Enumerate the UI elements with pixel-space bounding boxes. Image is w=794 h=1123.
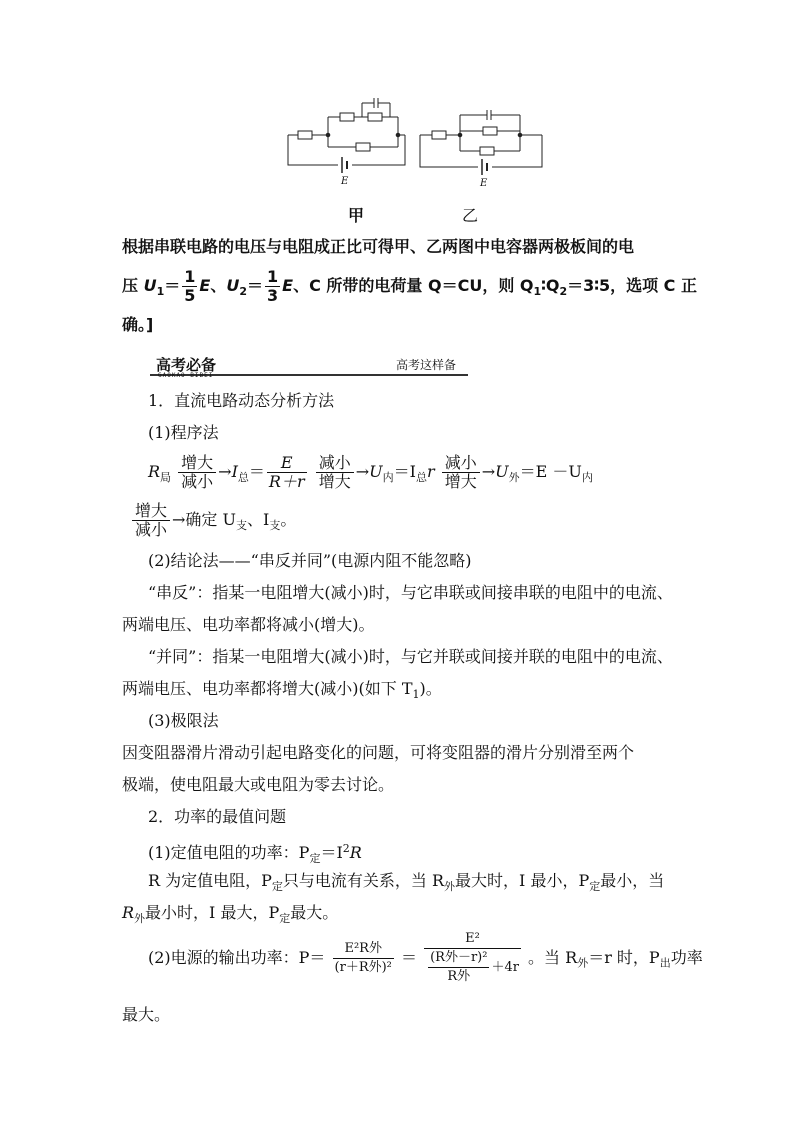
text-segment: 最小时，I 最大，P (145, 903, 280, 922)
fraction (424, 930, 521, 986)
text-segment: 外 (508, 471, 520, 484)
text-segment: 1 (533, 285, 542, 298)
text-segment: U (369, 462, 383, 481)
text-segment: 2 (559, 285, 568, 298)
heading-1: 1．直流电路动态分析方法 (148, 391, 335, 410)
text-segment: (2)电源的输出功率：P＝ (148, 948, 326, 967)
text-segment: 两端电压、电功率都将增大(减小)(如下 T (122, 679, 413, 698)
arrow-bottom: 增大 (444, 472, 477, 491)
series-para-2: 两端电压、电功率都将减小(增大)。 (122, 615, 375, 634)
arrow-bottom: 增大 (318, 472, 351, 491)
fraction-den: (r＋R外)² (334, 959, 392, 975)
fraction-num: E²R外 (333, 940, 394, 959)
fraction-den (424, 949, 521, 986)
text-segment: R (349, 843, 362, 862)
fixed-para-2 (122, 902, 338, 930)
text-segment: ＝ (400, 948, 417, 967)
text-segment: R 为定值电阻，P (148, 871, 272, 890)
text-segment: I (231, 462, 238, 481)
fraction-num: E² (424, 930, 521, 949)
text-segment: 支 (269, 519, 281, 532)
arrow-top: 增大 (132, 502, 170, 521)
heading-1-3: (3)极限法 (148, 711, 219, 730)
heading-1-1: (1)程序法 (148, 423, 219, 442)
text-segment: E (282, 276, 294, 295)
text-segment: ＝I (320, 843, 343, 862)
heading-2: 2．功率的最值问题 (148, 807, 287, 826)
text-segment: 支 (236, 519, 247, 532)
text-segment: 定 (589, 880, 601, 893)
text-segment: ＝E －U (519, 462, 582, 481)
arrow-top: 增大 (178, 454, 216, 473)
circuit-diagrams (280, 95, 550, 195)
text-segment: 内 (382, 471, 394, 484)
intro-line-1: 根据串联电路的电压与电阻成正比可得甲、乙两图中电容器两极板间的电 (122, 237, 635, 256)
text-segment: U (495, 462, 509, 481)
text-segment: 压 (122, 276, 144, 295)
text-segment: 功率 (670, 948, 703, 967)
section-pinyin: GAOKAO BIBEI (158, 372, 214, 379)
text-segment: ＝ (247, 276, 264, 295)
text-segment: 。当 R (528, 948, 578, 967)
text-segment: ＝I (393, 462, 416, 481)
fraction-num: (R外－r)² (428, 949, 489, 968)
arrow-top: 减小 (316, 454, 354, 473)
fraction-den: 5 (184, 286, 196, 305)
text-segment: U (226, 276, 240, 295)
emf-label-yi: E (480, 178, 488, 189)
text-segment: → (481, 462, 496, 481)
text-segment: 只与电流有关系，当 R (282, 871, 445, 890)
text-segment: 外 (444, 880, 456, 893)
fraction-num: 1 (267, 267, 279, 286)
text-segment: R (122, 903, 135, 922)
text-segment: → (355, 462, 370, 481)
series-para-1: “串反”：指某一电阻增大(减小)时，与它串联或间接串联的电阻中的电流、 (148, 583, 673, 602)
text-segment: ＋4r (491, 960, 519, 975)
text-segment: 总 (415, 471, 427, 484)
text-segment: 外 (134, 912, 146, 925)
fraction (428, 949, 489, 986)
limit-para-1: 因变阻器滑片滑动引起电路变化的问题，可将变阻器的滑片分别滑至两个 (122, 743, 635, 762)
text-segment: → (218, 462, 232, 481)
program-formula-2 (130, 500, 296, 540)
fraction (333, 940, 394, 977)
text-segment: 最大。 (290, 903, 339, 922)
text-segment: ＝r 时，P (588, 948, 660, 967)
text-segment: 外 (577, 956, 589, 970)
text-segment: 、C 所带的电荷量 Q＝CU，则 Q (293, 276, 534, 295)
section-header (150, 354, 468, 379)
figure-caption-yi: 乙 (462, 206, 479, 225)
arrow-top: 减小 (442, 454, 480, 473)
text-segment: 2 (239, 285, 247, 298)
fraction (267, 454, 307, 491)
text-segment: ＝ (164, 276, 181, 295)
circuit-yi (420, 110, 542, 175)
text-segment: 最大时，I 最小，P (455, 871, 590, 890)
text-segment: 2 (342, 842, 350, 855)
text-segment: 内 (581, 471, 593, 484)
output-power-end: 最大。 (122, 1005, 171, 1024)
arrow-label (132, 502, 170, 539)
text-segment: →确定 U (172, 510, 236, 529)
section-subtitle: 高考这样备 (395, 358, 456, 372)
figure-caption-jia: 甲 (348, 206, 365, 225)
section-title: 高考必备 (156, 356, 217, 374)
arrow-bottom: 减小 (135, 520, 168, 539)
fraction-den: R外 (447, 969, 471, 984)
text-segment: R (148, 462, 161, 481)
arrow-bottom: 减小 (181, 472, 214, 491)
text-segment: 1 (412, 688, 420, 701)
heading-1-2: (2)结论法——“串反并同”(电源内阻不能忽略) (148, 551, 472, 570)
text-segment: 最小，当 (600, 871, 665, 890)
text-segment: 定 (271, 880, 283, 893)
text-segment: ＝3∶5，选项 C 正 (567, 276, 697, 295)
fraction-num: 1 (184, 267, 196, 286)
text-segment: 、I (247, 510, 270, 529)
emf-label-jia: E (341, 176, 349, 187)
fraction (265, 268, 280, 305)
text-segment: ＝ (248, 462, 265, 481)
text-segment: 定 (309, 852, 321, 865)
fraction (182, 268, 197, 305)
text-segment: (1)定值电阻的功率：P (148, 843, 310, 862)
text-segment: r (426, 462, 435, 481)
fraction-num: E (267, 454, 307, 473)
text-segment: 出 (659, 956, 671, 970)
program-formula-1 (148, 452, 593, 492)
circuit-jia (288, 98, 405, 173)
text-segment: 局 (160, 471, 172, 484)
text-segment: )。 (419, 679, 442, 698)
fraction-den: 3 (267, 286, 279, 305)
text-segment: ∶Q (541, 276, 560, 295)
text-segment: 总 (237, 471, 249, 484)
fixed-para-1 (148, 870, 664, 898)
text-segment: 、 (210, 276, 227, 295)
heading-2-1 (148, 838, 362, 870)
text-segment: E (199, 276, 211, 295)
arrow-label (442, 454, 480, 491)
arrow-label (178, 454, 216, 491)
parallel-para-2 (122, 678, 442, 706)
text-segment: 。 (280, 510, 297, 529)
arrow-label (316, 454, 354, 491)
intro-line-3: 确。] (122, 315, 154, 334)
parallel-para-1: “并同”：指某一电阻增大(减小)时，与它并联或间接并联的电阻中的电流、 (148, 647, 673, 666)
text-segment: 1 (156, 285, 165, 298)
text-segment: U (143, 276, 157, 295)
heading-2-2 (148, 930, 703, 990)
text-segment: 定 (279, 912, 291, 925)
limit-para-2: 极端，使电阻最大或电阻为零去讨论。 (122, 775, 395, 794)
intro-line-2 (122, 268, 697, 305)
fraction-den: R＋r (268, 472, 305, 491)
